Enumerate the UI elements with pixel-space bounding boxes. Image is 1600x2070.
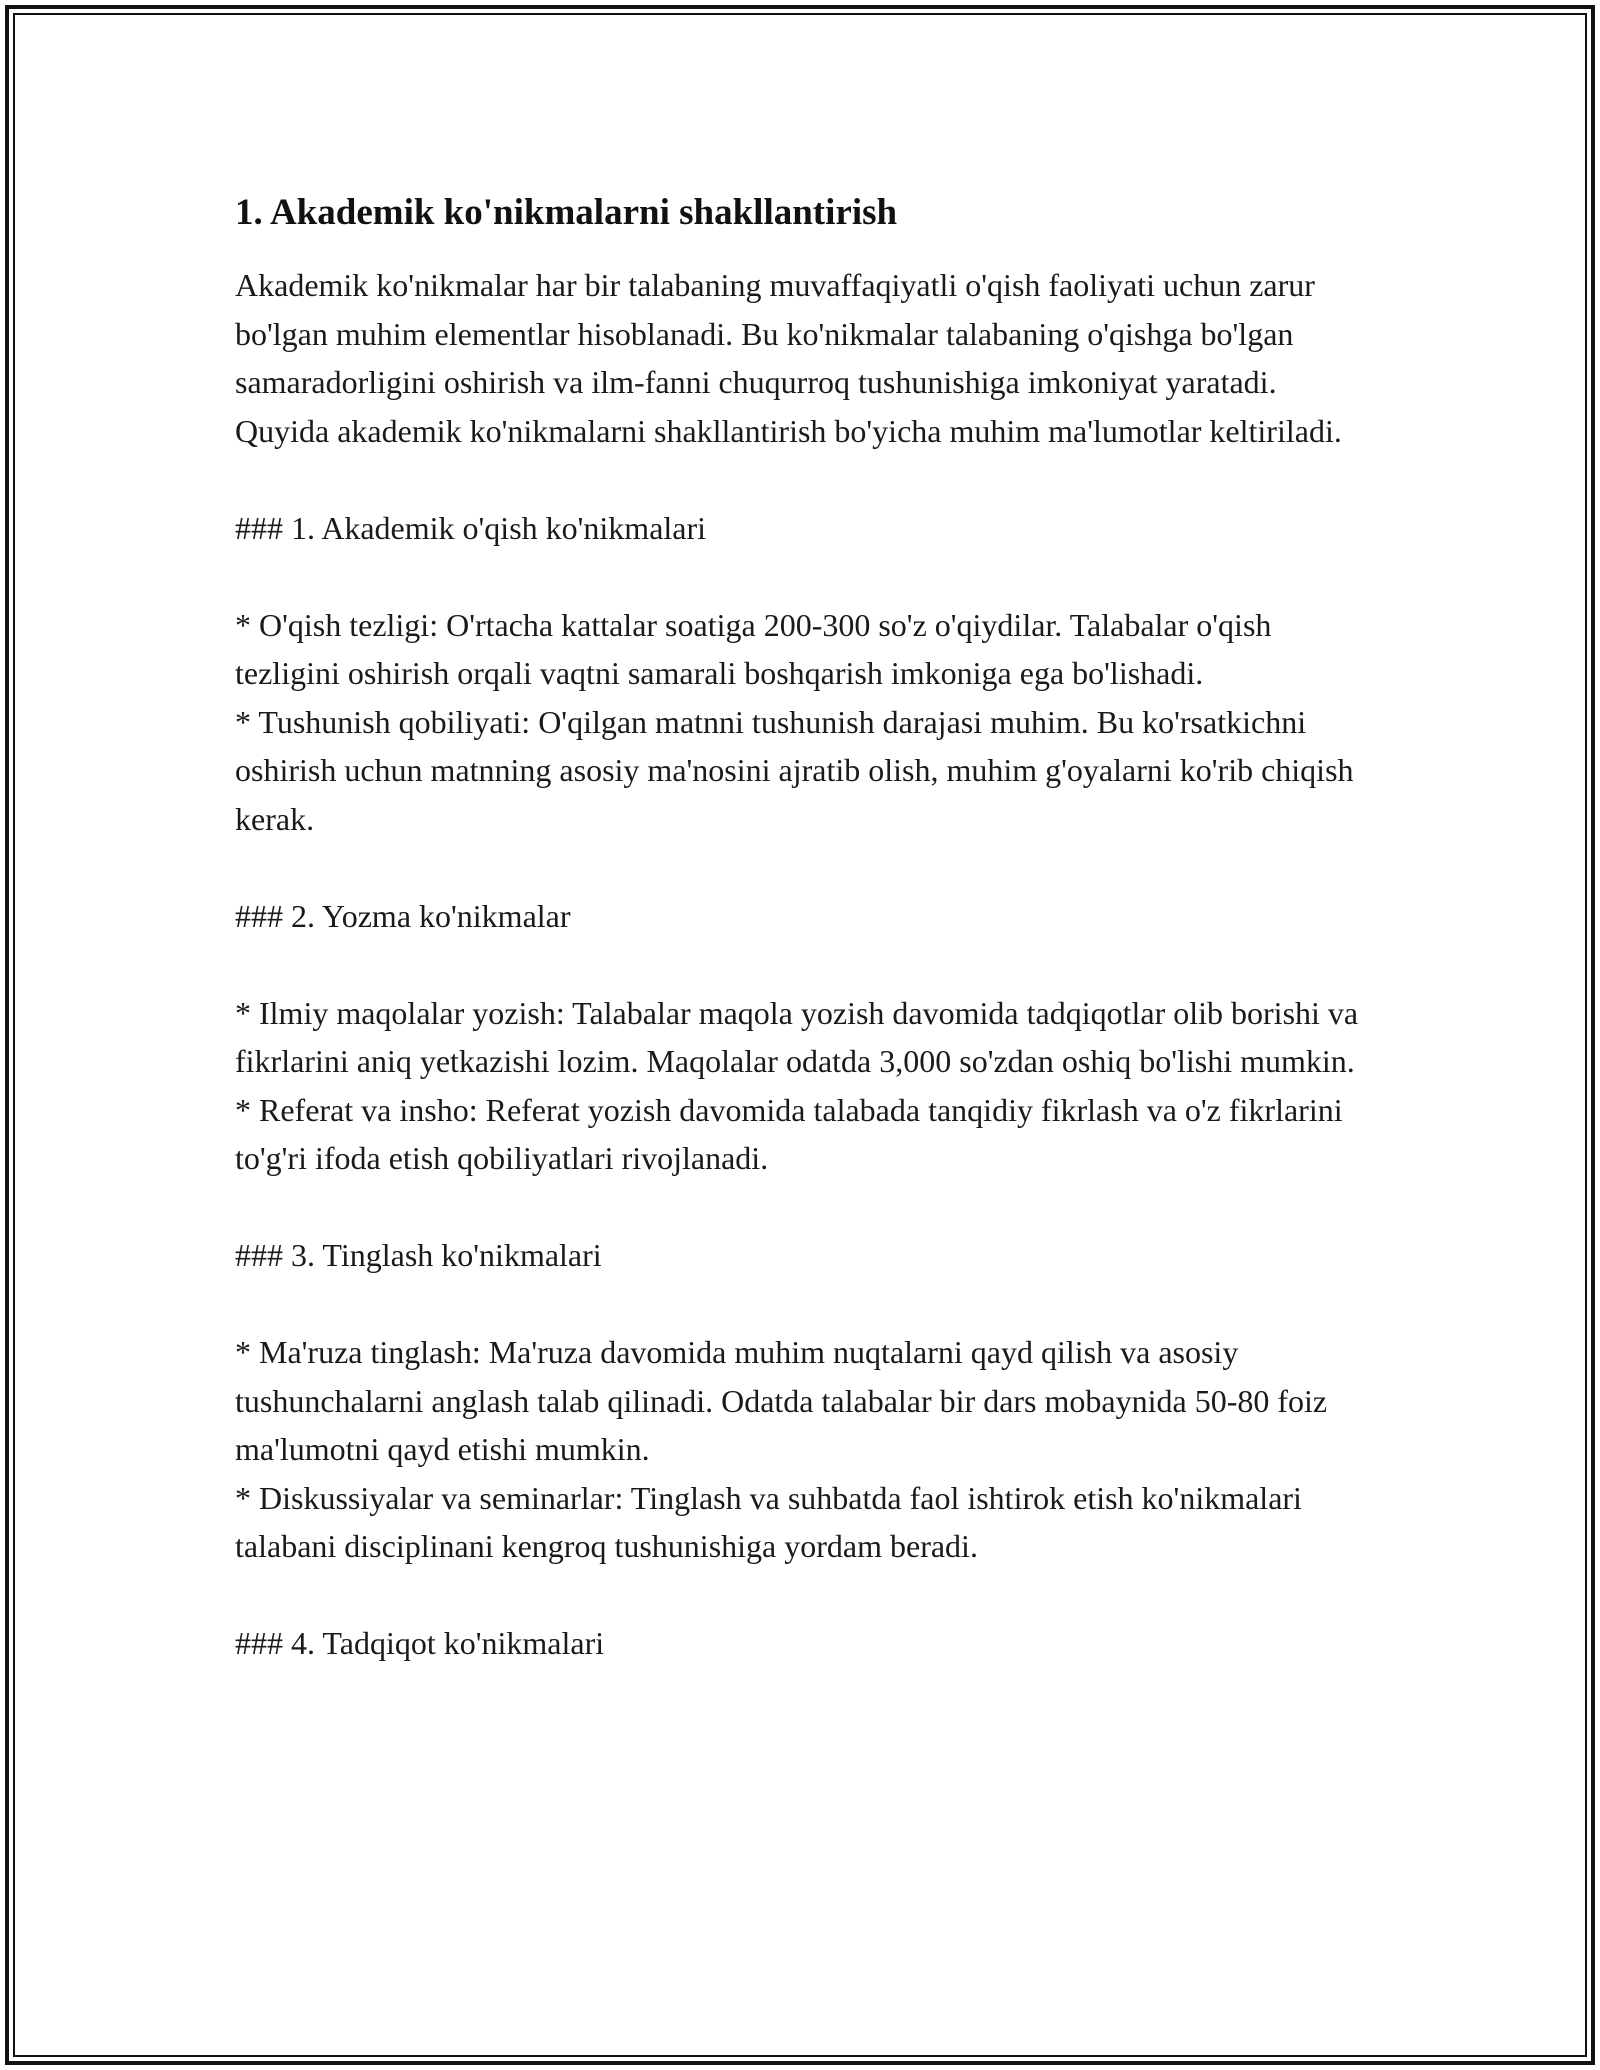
spacer <box>235 552 1375 601</box>
intro-paragraph: Akademik ko'nikmalar har bir talabaning muvaffaqiyatli o'qish faoliyati uchun zarur bo'lgan muhim elementlar hisoblanadi. Bu ko'nikmalar talabaning o'qishga bo'lgan samaradorligini oshirish va ilm-fanni chuqurroq tushunishiga imkoniyat yaratadi. Quyida akademik ko'nikmalarni shakllantirish bo'yicha muhim ma'lumotlar keltiriladi. <box>235 267 1342 449</box>
spacer <box>235 1183 1375 1232</box>
spacer <box>235 940 1375 989</box>
section-heading: ### 2. Yozma ko'nikmalar <box>235 897 571 934</box>
list-item: * O'qish tezligi: O'rtacha kattalar soatiga 200-300 so'z o'qiydilar. Talabalar o'qish tezligini oshirish orqali vaqtni samarali boshqarish imkoniga ega bo'lishadi. <box>235 606 1272 691</box>
document-title: 1. Akademik ko'nikmalarni shakllantirish <box>235 192 898 233</box>
spacer <box>235 843 1375 892</box>
section-heading: ### 1. Akademik o'qish ko'nikmalari <box>235 509 707 546</box>
list-item: * Referat va insho: Referat yozish davomida talabada tanqidiy fikrlash va o'z fikrlarini to'g'ri ifoda etish qobiliyatlari rivojlanadi. <box>235 1091 1343 1176</box>
section-heading: ### 4. Tadqiqot ko'nikmalari <box>235 1625 605 1661</box>
spacer <box>235 1280 1375 1329</box>
list-item: * Ma'ruza tinglash: Ma'ruza davomida muhim nuqtalarni qayd qilish va asosiy tushunchalarni anglash talab qilinadi. Odatda talabalar bir dars mobaynida 50-80 foiz ma'lumotni qayd etishi mumkin. <box>235 1334 1328 1467</box>
document-body <box>235 185 1375 1668</box>
list-item: * Ilmiy maqolalar yozish: Talabalar maqola yozish davomida tadqiqotlar olib borishi va fikrlarini aniq yetkazishi lozim. Maqolalar odatda 3,000 so'zdan oshiq bo'lishi mumkin. <box>235 994 1359 1079</box>
spacer <box>235 455 1375 504</box>
section-heading: ### 3. Tinglash ko'nikmalari <box>235 1237 602 1273</box>
list-item: * Diskussiyalar va seminarlar: Tinglash va suhbatda faol ishtirok etish ko'nikmalari talabani disciplinani kengroq tushunishiga yordam beradi. <box>235 1479 1302 1564</box>
spacer <box>235 1571 1375 1620</box>
list-item: * Tushunish qobiliyati: O'qilgan matnni tushunish darajasi muhim. Bu ko'rsatkichni oshirish uchun matnning asosiy ma'nosini ajratib olish, muhim g'oyalarni ko'rib chiqish kerak. <box>235 703 1354 837</box>
